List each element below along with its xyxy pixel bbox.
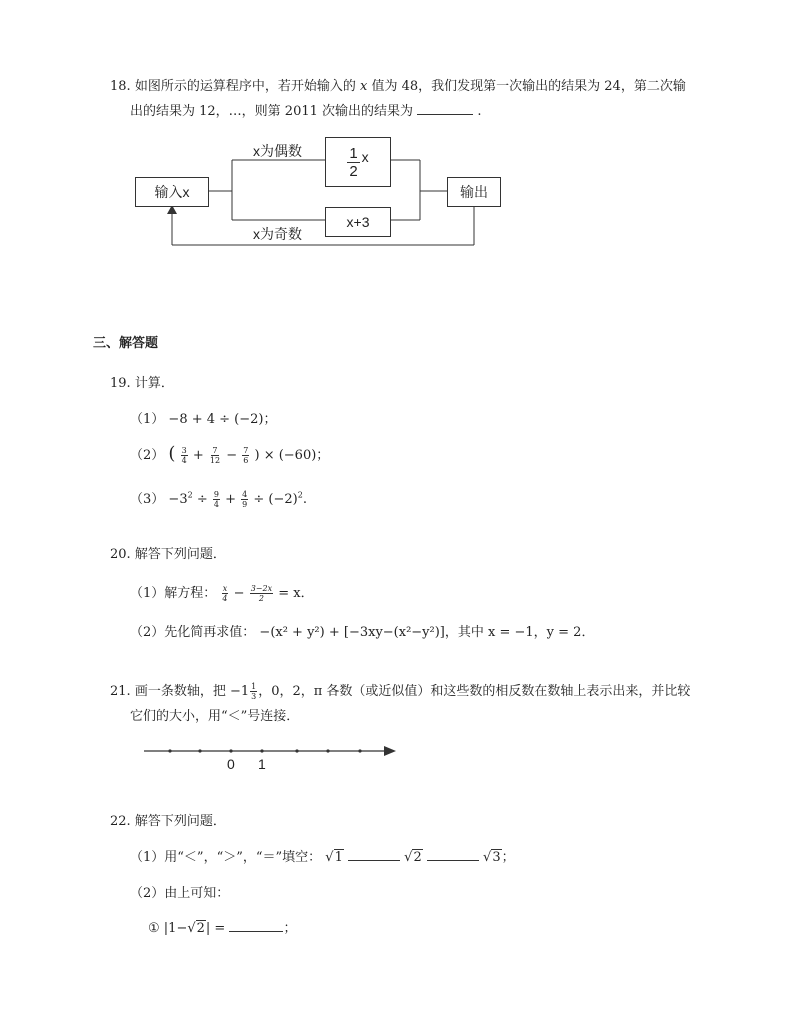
q20-p1-frac2-den: 2 xyxy=(258,594,264,603)
half-numerator: 1 xyxy=(349,144,358,162)
q21-line2: 它们的大小，用“＜”号连接． xyxy=(130,709,300,724)
q22-blank1[interactable] xyxy=(348,846,400,861)
axis-label-0: 0 xyxy=(227,756,235,772)
q20-p1-minus: − xyxy=(233,586,245,601)
q20-p1-frac1-num: x xyxy=(222,584,228,593)
q22-root1-value: 1 xyxy=(334,850,343,865)
q22-root2-value: 2 xyxy=(413,850,422,865)
q22-c1-end: ； xyxy=(283,921,297,936)
output-box xyxy=(447,177,501,207)
q20-p1-end: = x． xyxy=(278,586,314,601)
q18-text-b: 值为 48，我们发现第一次输出的结果为 24，第二次输 xyxy=(371,79,686,94)
q20-part2 xyxy=(130,621,594,640)
q20-number: 20. xyxy=(110,547,131,562)
q19-p3-plus: + xyxy=(225,492,236,507)
q18-text-a: 如图所示的运算程序中，若开始输入的 xyxy=(134,79,356,94)
q20-p2-expr: −(x² + y²) + [−3xy−(x²−y²)]，其中 x = −1，y = 2． xyxy=(259,625,595,640)
q19-p2-frac3-den: 6 xyxy=(243,456,249,465)
q22-title-text: 解答下列问题． xyxy=(134,814,226,829)
q19-p2-open: ( xyxy=(168,443,176,464)
q19-p3-base-exp: 2 xyxy=(187,490,193,500)
q20-part1 xyxy=(130,582,314,603)
q19-title xyxy=(110,372,174,391)
q19-part2 xyxy=(130,443,329,465)
q20-p2-label: （2）先化简再求值： xyxy=(130,625,256,640)
q21-text-b: ，0，2，π 各数（或近似值）和这些数的相反数在数轴上表示出来，并比较 xyxy=(258,684,691,699)
q19-p3-div: ÷ xyxy=(196,492,212,507)
q19-p3-frac2-num: 4 xyxy=(242,490,248,499)
q19-p3-frac1-num: 9 xyxy=(213,490,219,499)
q22-c1-expr-b: | = xyxy=(205,921,226,936)
q19-p1-label: （1） xyxy=(130,412,165,427)
q20-p1-label: （1）解方程： xyxy=(130,586,217,601)
q19-part3 xyxy=(130,488,307,509)
q18-end: . xyxy=(477,104,482,119)
q18-var-x: x xyxy=(359,79,368,94)
q19-p2-frac2 xyxy=(209,446,221,465)
q22-blank2[interactable] xyxy=(427,846,479,861)
q22-case1 xyxy=(148,917,296,936)
q19-p2-frac3-num: 7 xyxy=(243,446,249,455)
q19-p2-frac1-num: 3 xyxy=(181,446,187,455)
q22-p1-end: ； xyxy=(501,850,515,865)
q21-mixed-fraction xyxy=(250,682,257,701)
q22-c1-label: ① xyxy=(148,921,160,936)
q22-p1-label: （1）用“＜”，“＞”，“＝”填空： xyxy=(130,850,322,865)
output-box-label: 输出 xyxy=(460,184,488,200)
odd-label: x为奇数 xyxy=(253,226,302,242)
q22-c1-root: √2 xyxy=(187,921,205,936)
q22-c1-root-value: 2 xyxy=(196,921,205,936)
q22-part1 xyxy=(130,846,515,865)
half-variable: x xyxy=(361,149,369,165)
q22-root1: √1 xyxy=(325,850,343,865)
q22-root3: √3 xyxy=(483,850,501,865)
half-denominator: 2 xyxy=(349,162,358,180)
q22-root2: √2 xyxy=(404,850,422,865)
q19-p2-frac3 xyxy=(242,446,249,465)
q19-p2-frac1-den: 4 xyxy=(181,456,187,465)
q19-part1 xyxy=(130,408,276,427)
q18-number: 18. xyxy=(110,79,131,94)
q19-p2-frac2-den: 12 xyxy=(209,456,221,465)
q19-p2-label: （2） xyxy=(130,448,165,463)
q19-p2-close: ) × (−60)； xyxy=(254,448,330,463)
plus3-box xyxy=(325,207,391,237)
q19-p3-tail-exp: 2 xyxy=(297,490,303,500)
half-fraction xyxy=(347,145,359,180)
q22-c1-blank[interactable] xyxy=(229,917,283,932)
axis-label-1: 1 xyxy=(258,756,266,772)
q19-p3-base: −3 xyxy=(168,492,188,507)
q20-p1-frac1 xyxy=(221,584,228,603)
q22-number: 22. xyxy=(110,814,131,829)
q20-p1-frac2-num: 3−2x xyxy=(250,584,273,593)
input-box-label: 输入x xyxy=(154,184,190,200)
q19-title-text: 计算． xyxy=(134,376,174,391)
plus3-label: x+3 xyxy=(346,214,370,230)
q19-p3-tail: ÷ (−2) xyxy=(253,492,298,507)
q19-p2-frac1 xyxy=(181,446,188,465)
q22-root3-value: 3 xyxy=(492,850,501,865)
q19-p2-minus: − xyxy=(226,448,238,463)
q19-p3-label: （3） xyxy=(130,492,165,507)
section-title: 三、解答题 xyxy=(93,335,159,350)
q21-text-a: 画一条数轴，把 −1 xyxy=(134,684,250,699)
input-box xyxy=(135,177,209,207)
q19-number: 19. xyxy=(110,376,131,391)
q20-p1-frac1-den: 4 xyxy=(222,594,228,603)
q21-number-line xyxy=(140,740,400,776)
q18-text-c: 出的结果为 12，…，则第 2011 次输出的结果为 xyxy=(130,104,414,119)
q19-p3-frac1 xyxy=(213,490,220,509)
q21-mixed-den: 3 xyxy=(251,692,257,701)
number-line-arrow xyxy=(384,746,396,756)
q19-p3-frac1-den: 4 xyxy=(213,500,219,509)
q21-mixed-num: 1 xyxy=(251,682,257,691)
q20-title xyxy=(110,543,226,562)
q22-c1-expr-a: |1− xyxy=(163,921,188,936)
q19-p1-expr: −8 + 4 ÷ (−2)； xyxy=(168,412,277,427)
q20-title-text: 解答下列问题． xyxy=(134,547,226,562)
half-box xyxy=(325,137,391,187)
q22-title xyxy=(110,810,226,829)
q20-p1-frac2 xyxy=(250,584,273,603)
q19-p2-plus: + xyxy=(192,448,204,463)
q19-p3-frac2-den: 9 xyxy=(242,500,248,509)
q21-number: 21. xyxy=(110,684,131,699)
q21-line1 xyxy=(110,680,690,701)
q22-part2: （2）由上可知： xyxy=(130,886,230,901)
q19-p3-frac2 xyxy=(241,490,248,509)
flowchart-connectors xyxy=(0,0,794,260)
even-label: x为偶数 xyxy=(253,143,302,159)
q19-p2-frac2-num: 7 xyxy=(212,446,218,455)
q19-p3-end: . xyxy=(302,492,307,507)
